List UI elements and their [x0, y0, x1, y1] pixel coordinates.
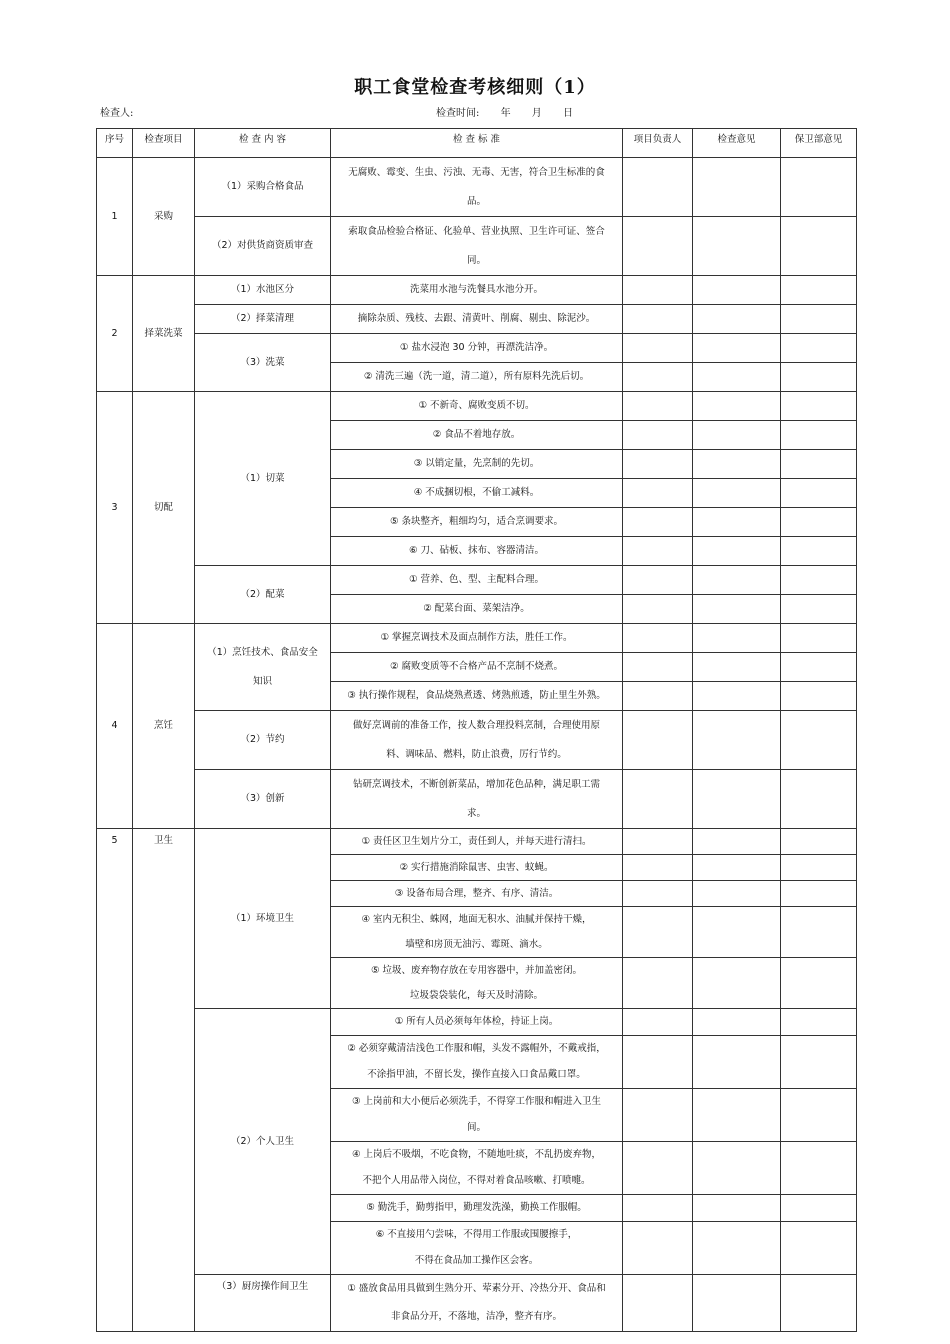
table-row — [97, 624, 857, 653]
responsible-cell[interactable] — [623, 158, 693, 217]
opinion-cell[interactable] — [693, 881, 781, 907]
security-opinion-cell[interactable] — [781, 334, 857, 363]
row-content: （1）切菜 — [195, 392, 331, 566]
responsible-cell[interactable] — [623, 711, 693, 770]
row-no: 3 — [97, 392, 133, 624]
standard-line: 做好烹调前的准备工作，按人数合理投料烹制，合理使用原 — [352, 720, 600, 731]
table-row — [97, 829, 857, 855]
row-standard — [331, 1036, 623, 1089]
opinion-cell[interactable] — [693, 1222, 781, 1275]
opinion-cell[interactable] — [693, 711, 781, 770]
header-security-opinion: 保卫部意见 — [781, 129, 857, 158]
opinion-cell[interactable] — [693, 958, 781, 1009]
opinion-cell[interactable] — [693, 566, 781, 595]
responsible-cell[interactable] — [623, 1009, 693, 1036]
row-standard: ① 掌握烹调技术及面点制作方法，胜任工作。 — [331, 624, 623, 653]
row-standard: ③ 设备布局合理，整齐、有序、清洁。 — [331, 881, 623, 907]
standard-line: 无腐败、霉变、生虫、污浊、无毒、无害，符合卫生标准的食 — [348, 167, 605, 178]
table-row — [97, 770, 857, 829]
standard-line: 间。 — [466, 1122, 486, 1133]
row-standard: 摘除杂质、残枝、去跟、清黄叶、削腐、剔虫、除泥沙。 — [331, 305, 623, 334]
responsible-cell[interactable] — [623, 653, 693, 682]
responsible-cell[interactable] — [623, 907, 693, 958]
row-standard — [331, 770, 623, 829]
responsible-cell[interactable] — [623, 595, 693, 624]
security-opinion-cell[interactable] — [781, 711, 857, 770]
opinion-cell[interactable] — [693, 479, 781, 508]
table-row — [97, 711, 857, 770]
security-opinion-cell[interactable] — [781, 566, 857, 595]
row-standard: ② 食品不着地存放。 — [331, 421, 623, 450]
security-opinion-cell[interactable] — [781, 624, 857, 653]
row-standard: ③ 以销定量，先烹制的先切。 — [331, 450, 623, 479]
security-opinion-cell[interactable] — [781, 907, 857, 958]
row-content: （2）择菜清理 — [195, 305, 331, 334]
row-standard — [331, 711, 623, 770]
security-opinion-cell[interactable] — [781, 770, 857, 829]
row-standard: ⑥ 刀、砧板、抹布、容器清洁。 — [331, 537, 623, 566]
row-standard: ① 不新奇、腐败变质不切。 — [331, 392, 623, 421]
row-standard — [331, 907, 623, 958]
security-opinion-cell[interactable] — [781, 158, 857, 217]
opinion-cell[interactable] — [693, 334, 781, 363]
security-opinion-cell[interactable] — [781, 363, 857, 392]
row-no: 2 — [97, 276, 133, 392]
responsible-cell[interactable] — [623, 1275, 693, 1332]
opinion-cell[interactable] — [693, 624, 781, 653]
row-content: （2）配菜 — [195, 566, 331, 624]
row-standard: ① 责任区卫生划片分工，责任到人，并每天进行清扫。 — [331, 829, 623, 855]
standard-line: 钻研烹调技术，不断创新菜品，增加花色品种，满足职工需 — [352, 779, 600, 790]
content-line: 知识 — [252, 676, 272, 687]
opinion-cell[interactable] — [693, 1089, 781, 1142]
opinion-cell[interactable] — [693, 363, 781, 392]
row-standard — [331, 1142, 623, 1195]
row-content: （2）对供货商资质审查 — [195, 217, 331, 276]
security-opinion-cell[interactable] — [781, 1195, 857, 1222]
row-content: （2）个人卫生 — [195, 1009, 331, 1275]
row-content: （1）采购合格食品 — [195, 158, 331, 217]
security-opinion-cell[interactable] — [781, 855, 857, 881]
row-item: 择菜洗菜 — [133, 276, 195, 392]
security-opinion-cell[interactable] — [781, 1142, 857, 1195]
responsible-cell[interactable] — [623, 479, 693, 508]
standard-line: 索取食品检验合格证、化验单、营业执照、卫生许可证、签合 — [348, 226, 605, 237]
opinion-cell[interactable] — [693, 653, 781, 682]
responsible-cell[interactable] — [623, 537, 693, 566]
standard-line: ④ 室内无积尘、蛛网，地面无积水、油腻并保持干燥， — [361, 914, 592, 925]
row-standard — [331, 158, 623, 217]
row-standard: ② 实行措施消除鼠害、虫害、蚊蝇。 — [331, 855, 623, 881]
row-standard: ③ 执行操作规程，食品烧熟煮透、烤熟煎透，防止里生外熟。 — [331, 682, 623, 711]
standard-line: 不把个人用品带入岗位，不得对着食品咳嗽、打喷嚏。 — [362, 1175, 591, 1186]
responsible-cell[interactable] — [623, 1142, 693, 1195]
security-opinion-cell[interactable] — [781, 682, 857, 711]
header-standard: 检 查 标 准 — [331, 129, 623, 158]
standard-line: ① 盛放食品用具做到生熟分开、荤素分开、冷热分开、食品和 — [347, 1283, 606, 1294]
opinion-cell[interactable] — [693, 1275, 781, 1332]
responsible-cell[interactable] — [623, 217, 693, 276]
table-row — [97, 334, 857, 363]
security-opinion-cell[interactable] — [781, 392, 857, 421]
row-content: （1）环境卫生 — [195, 829, 331, 1009]
opinion-cell[interactable] — [693, 217, 781, 276]
row-no: 4 — [97, 624, 133, 829]
standard-line: 求。 — [466, 808, 486, 819]
standard-line: 同。 — [466, 255, 486, 266]
security-opinion-cell[interactable] — [781, 217, 857, 276]
row-standard: ① 营养、色、型、主配料合理。 — [331, 566, 623, 595]
header-no: 序号 — [97, 129, 133, 158]
responsible-cell[interactable] — [623, 855, 693, 881]
opinion-cell[interactable] — [693, 907, 781, 958]
opinion-cell[interactable] — [693, 1195, 781, 1222]
security-opinion-cell[interactable] — [781, 1222, 857, 1275]
responsible-cell[interactable] — [623, 305, 693, 334]
responsible-cell[interactable] — [623, 958, 693, 1009]
row-standard — [331, 1222, 623, 1275]
header-row — [97, 129, 857, 158]
responsible-cell[interactable] — [623, 450, 693, 479]
table-row — [97, 566, 857, 595]
row-standard: ① 所有人员必须每年体检，持证上岗。 — [331, 1009, 623, 1036]
table-row — [97, 1009, 857, 1036]
row-item: 卫生 — [133, 829, 195, 1332]
responsible-cell[interactable] — [623, 1195, 693, 1222]
responsible-cell[interactable] — [623, 334, 693, 363]
opinion-cell[interactable] — [693, 392, 781, 421]
header-responsible: 项目负责人 — [623, 129, 693, 158]
standard-line: ⑥ 不直接用勺尝味，不得用工作服或围腰擦手， — [375, 1229, 578, 1240]
security-opinion-cell[interactable] — [781, 276, 857, 305]
security-opinion-cell[interactable] — [781, 537, 857, 566]
row-content: （3）创新 — [195, 770, 331, 829]
row-standard: ④ 不成捆切根，不偷工减料。 — [331, 479, 623, 508]
standard-line: 料、调味品、燃料，防止浪费，厉行节约。 — [386, 749, 567, 760]
row-item: 采购 — [133, 158, 195, 276]
opinion-cell[interactable] — [693, 450, 781, 479]
row-standard — [331, 1275, 623, 1332]
row-item: 烹饪 — [133, 624, 195, 829]
responsible-cell[interactable] — [623, 881, 693, 907]
standard-line: ⑤ 垃圾、废弃物存放在专用容器中，并加盖密闭。 — [370, 965, 583, 976]
opinion-cell[interactable] — [693, 1009, 781, 1036]
responsible-cell[interactable] — [623, 682, 693, 711]
row-standard: ② 清洗三遍（洗一道，清二道），所有原料先洗后切。 — [331, 363, 623, 392]
row-standard — [331, 958, 623, 1009]
responsible-cell[interactable] — [623, 276, 693, 305]
responsible-cell[interactable] — [623, 508, 693, 537]
responsible-cell[interactable] — [623, 421, 693, 450]
header-opinion: 检查意见 — [693, 129, 781, 158]
day-label: 日 — [562, 108, 573, 119]
security-opinion-cell[interactable] — [781, 653, 857, 682]
table-row — [97, 217, 857, 276]
standard-line: 非食品分开，不落地，洁净，整齐有序。 — [390, 1311, 562, 1322]
row-standard: 洗菜用水池与洗餐具水池分开。 — [331, 276, 623, 305]
security-opinion-cell[interactable] — [781, 1009, 857, 1036]
standard-line: 不涂指甲油，不留长发，操作直接入口食品戴口罩。 — [367, 1069, 586, 1080]
row-standard: ② 配菜台面、菜架洁净。 — [331, 595, 623, 624]
opinion-cell[interactable] — [693, 595, 781, 624]
responsible-cell[interactable] — [623, 770, 693, 829]
opinion-cell[interactable] — [693, 508, 781, 537]
row-standard: ② 腐败变质等不合格产品不烹制不烧煮。 — [331, 653, 623, 682]
security-opinion-cell[interactable] — [781, 421, 857, 450]
standard-line: ③ 上岗前和大小便后必须洗手，不得穿工作服和帽进入卫生 — [351, 1096, 602, 1107]
month-label: 月 — [531, 108, 542, 119]
inspection-table — [96, 128, 857, 1332]
responsible-cell[interactable] — [623, 829, 693, 855]
inspection-time — [436, 104, 591, 119]
row-content: （1）水池区分 — [195, 276, 331, 305]
header-item: 检查项目 — [133, 129, 195, 158]
security-opinion-cell[interactable] — [781, 1089, 857, 1142]
security-opinion-cell[interactable] — [781, 1275, 857, 1332]
opinion-cell[interactable] — [693, 855, 781, 881]
opinion-cell[interactable] — [693, 276, 781, 305]
time-label: 检查时间: — [436, 108, 480, 119]
security-opinion-cell[interactable] — [781, 881, 857, 907]
row-standard — [331, 1089, 623, 1142]
responsible-cell[interactable] — [623, 1222, 693, 1275]
security-opinion-cell[interactable] — [781, 305, 857, 334]
row-content: （2）节约 — [195, 711, 331, 770]
security-opinion-cell[interactable] — [781, 595, 857, 624]
security-opinion-cell[interactable] — [781, 958, 857, 1009]
opinion-cell[interactable] — [693, 682, 781, 711]
opinion-cell[interactable] — [693, 1036, 781, 1089]
table-row — [97, 158, 857, 217]
opinion-cell[interactable] — [693, 829, 781, 855]
security-opinion-cell[interactable] — [781, 450, 857, 479]
responsible-cell[interactable] — [623, 624, 693, 653]
opinion-cell[interactable] — [693, 305, 781, 334]
row-item: 切配 — [133, 392, 195, 624]
table-row — [97, 1275, 857, 1332]
security-opinion-cell[interactable] — [781, 829, 857, 855]
responsible-cell[interactable] — [623, 392, 693, 421]
table-row — [97, 392, 857, 421]
row-standard — [331, 217, 623, 276]
responsible-cell[interactable] — [623, 566, 693, 595]
opinion-cell[interactable] — [693, 1142, 781, 1195]
table-row — [97, 276, 857, 305]
header-content: 检 查 内 容 — [195, 129, 331, 158]
opinion-cell[interactable] — [693, 770, 781, 829]
security-opinion-cell[interactable] — [781, 508, 857, 537]
row-standard: ① 盐水浸泡 30 分钟，再漂洗洁净。 — [331, 334, 623, 363]
content-line: （1）烹饪技术、食品安全 — [207, 647, 318, 658]
security-opinion-cell[interactable] — [781, 479, 857, 508]
opinion-cell[interactable] — [693, 421, 781, 450]
row-content — [195, 624, 331, 711]
security-opinion-cell[interactable] — [781, 1036, 857, 1089]
standard-line: 墙壁和房顶无油污、霉斑、滴水。 — [405, 939, 548, 950]
opinion-cell[interactable] — [693, 158, 781, 217]
standard-line: ② 必须穿戴清洁浅色工作服和帽，头发不露帽外，不戴戒指， — [347, 1043, 606, 1054]
row-no: 1 — [97, 158, 133, 276]
row-standard: ⑤ 勤洗手，勤剪指甲，勤理发洗澡，勤换工作服帽。 — [331, 1195, 623, 1222]
year-label: 年 — [500, 108, 511, 119]
standard-line: 不得在食品加工操作区会客。 — [414, 1255, 539, 1266]
inspector-label: 检查人: — [100, 108, 134, 119]
responsible-cell[interactable] — [623, 1089, 693, 1142]
standard-line: ④ 上岗后不吸烟，不吃食物，不随地吐痰，不乱扔废弃物， — [351, 1149, 602, 1160]
row-no: 5 — [97, 829, 133, 1332]
row-content: （3）洗菜 — [195, 334, 331, 392]
standard-line: 垃圾袋袋装化，每天及时清除。 — [409, 990, 543, 1001]
responsible-cell[interactable] — [623, 1036, 693, 1089]
responsible-cell[interactable] — [623, 363, 693, 392]
standard-line: 品。 — [466, 196, 486, 207]
row-standard: ⑤ 条块整齐，粗细均匀，适合烹调要求。 — [331, 508, 623, 537]
opinion-cell[interactable] — [693, 537, 781, 566]
row-content: （3）厨房操作间卫生 — [195, 1275, 331, 1332]
table-row — [97, 305, 857, 334]
page-title: 职工食堂检查考核细则（1） — [354, 77, 596, 98]
